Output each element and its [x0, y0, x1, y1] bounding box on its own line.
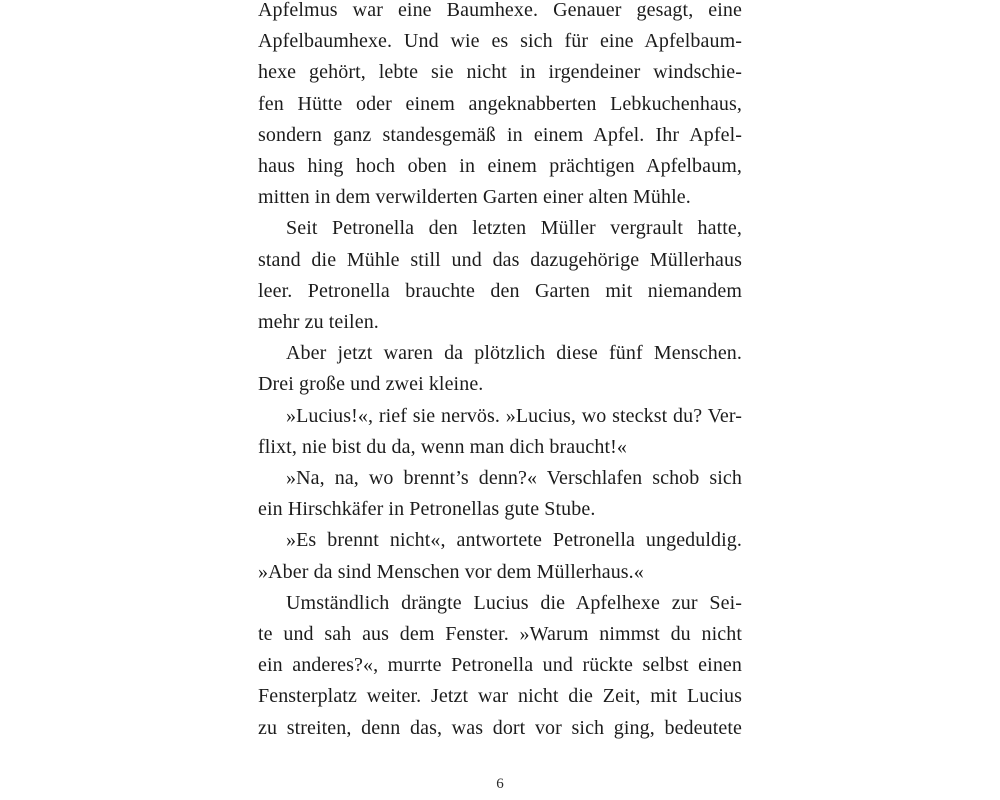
text-block — [258, 0, 742, 744]
text-line: Umständlich drängte Lucius die Apfelhexe zur Sei- — [286, 591, 742, 614]
text-line: ein anderes?«, murrte Petronella und rückte selbst einen — [258, 654, 742, 677]
text-line: »Es brennt nicht«, antwortete Petronella ungeduldig. — [286, 529, 742, 552]
text-line: sondern ganz standesgemäß in einem Apfel. Ihr Apfel- — [258, 123, 742, 146]
text-line: Seit Petronella den letzten Müller vergrault hatte, — [286, 217, 742, 240]
text-line: »Aber da sind Menschen vor dem Müllerhaus.« — [258, 560, 644, 583]
text-line: hexe gehört, lebte sie nicht in irgendeiner windschie- — [258, 61, 742, 84]
text-line: leer. Petronella brauchte den Garten mit niemandem — [258, 279, 742, 302]
text-line: ein Hirschkäfer in Petronellas gute Stube. — [258, 498, 596, 521]
text-line: mehr zu teilen. — [258, 311, 379, 334]
text-line: stand die Mühle still und das dazugehörige Müllerhaus — [258, 248, 742, 271]
text-line: Fensterplatz weiter. Jetzt war nicht die Zeit, mit Lucius — [258, 685, 742, 708]
text-line: Drei große und zwei kleine. — [258, 373, 484, 396]
text-line: zu streiten, denn das, was dort vor sich ging, bedeutete — [258, 716, 742, 739]
text-line: Aber jetzt waren da plötzlich diese fünf Menschen. — [286, 342, 742, 365]
text-line: fen Hütte oder einem angeknabberten Lebkuchenhaus, — [258, 92, 742, 115]
text-line: Apfelbaumhexe. Und wie es sich für eine Apfelbaum- — [258, 30, 742, 53]
text-line: haus hing hoch oben in einem prächtigen Apfelbaum, — [258, 155, 742, 178]
text-line: »Na, na, wo brennt’s denn?« Verschlafen schob sich — [286, 467, 742, 490]
text-line: te und sah aus dem Fenster. »Warum nimmst du nicht — [258, 623, 742, 646]
text-line: flixt, nie bist du da, wenn man dich braucht!« — [258, 435, 627, 458]
page-number: 6 — [496, 776, 504, 792]
text-line: mitten in dem verwilderten Garten einer alten Mühle. — [258, 186, 691, 209]
text-line: Apfelmus war eine Baumhexe. Genauer gesagt, eine — [258, 0, 742, 21]
text-line: »Lucius!«, rief sie nervös. »Lucius, wo steckst du? Ver- — [286, 404, 742, 427]
